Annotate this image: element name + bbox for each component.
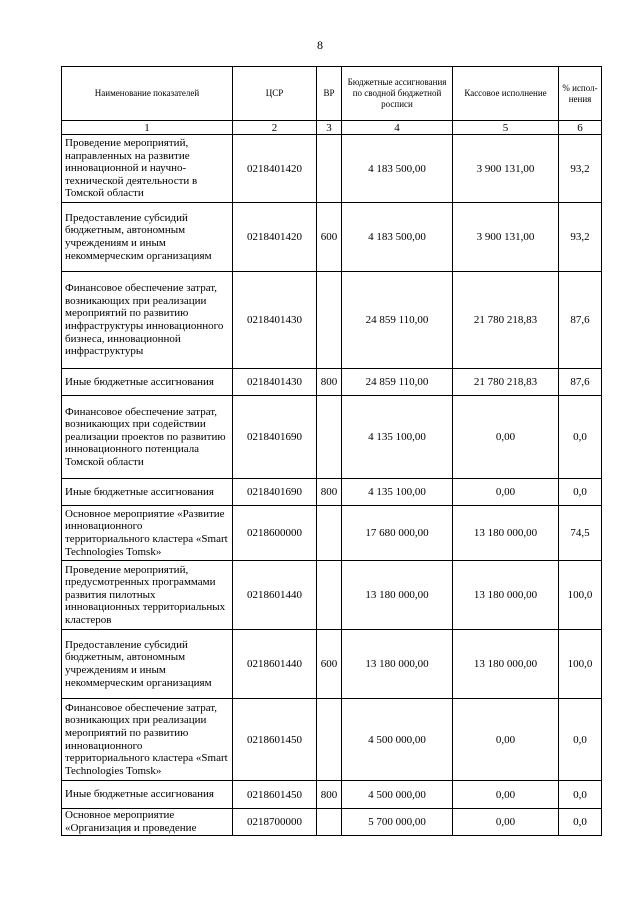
row-csr: 0218401420 <box>233 135 317 203</box>
row-budget: 13 180 000,00 <box>342 630 453 699</box>
row-percent: 87,6 <box>559 272 602 369</box>
row-percent: 100,0 <box>559 630 602 699</box>
col-number: 2 <box>233 121 317 135</box>
table-row <box>62 781 602 809</box>
row-budget: 17 680 000,00 <box>342 506 453 561</box>
row-vr: 800 <box>317 781 342 809</box>
col-number: 6 <box>559 121 602 135</box>
row-vr <box>317 699 342 781</box>
row-executed: 0,00 <box>453 809 559 836</box>
header-name: Наименование показателей <box>62 67 233 121</box>
table-row <box>62 203 602 272</box>
col-number: 1 <box>62 121 233 135</box>
table-row <box>62 135 602 203</box>
row-csr: 0218401690 <box>233 396 317 479</box>
row-vr <box>317 272 342 369</box>
row-csr: 0218401430 <box>233 369 317 396</box>
table-row <box>62 272 602 369</box>
row-vr: 600 <box>317 203 342 272</box>
row-percent: 100,0 <box>559 561 602 630</box>
row-csr: 0218600000 <box>233 506 317 561</box>
row-percent: 0,0 <box>559 699 602 781</box>
column-number-row <box>62 121 602 135</box>
table-row <box>62 479 602 506</box>
row-executed: 21 780 218,83 <box>453 272 559 369</box>
col-number: 4 <box>342 121 453 135</box>
table-row <box>62 561 602 630</box>
header-budget: Бюджетные ассигнования по сводной бюджетной росписи <box>342 67 453 121</box>
row-name: Финансовое обеспечение затрат, возникающих при реализации мероприятий по развитию инновационного территориального кластера «Smart Technologies Tomsk» <box>62 699 233 781</box>
table-row <box>62 630 602 699</box>
row-budget: 4 135 100,00 <box>342 479 453 506</box>
row-name: Предоставление субсидий бюджетным, автономным учреждениям и иным некоммерческим организациям <box>62 203 233 272</box>
budget-execution-table <box>61 66 602 836</box>
row-executed: 0,00 <box>453 781 559 809</box>
header-row <box>62 67 602 121</box>
row-percent: 93,2 <box>559 203 602 272</box>
row-executed: 13 180 000,00 <box>453 506 559 561</box>
row-budget: 4 500 000,00 <box>342 781 453 809</box>
row-executed: 21 780 218,83 <box>453 369 559 396</box>
row-percent: 93,2 <box>559 135 602 203</box>
row-budget: 4 135 100,00 <box>342 396 453 479</box>
table-row <box>62 369 602 396</box>
row-executed: 13 180 000,00 <box>453 630 559 699</box>
row-percent: 74,5 <box>559 506 602 561</box>
table-row <box>62 396 602 479</box>
row-executed: 0,00 <box>453 479 559 506</box>
table-row <box>62 699 602 781</box>
row-csr: 0218601450 <box>233 781 317 809</box>
row-csr: 0218401420 <box>233 203 317 272</box>
row-name: Иные бюджетные ассигнования <box>62 479 233 506</box>
row-executed: 3 900 131,00 <box>453 135 559 203</box>
row-csr: 0218601450 <box>233 699 317 781</box>
row-executed: 0,00 <box>453 699 559 781</box>
col-number: 5 <box>453 121 559 135</box>
row-csr: 0218700000 <box>233 809 317 836</box>
row-name: Основное мероприятие «Организация и проведение <box>62 809 233 836</box>
row-budget: 4 183 500,00 <box>342 135 453 203</box>
row-name: Финансовое обеспечение затрат, возникающих при содействии реализации проектов по развитию инновационного потенциала Томской области <box>62 396 233 479</box>
row-csr: 0218401690 <box>233 479 317 506</box>
row-vr <box>317 506 342 561</box>
header-csr: ЦСР <box>233 67 317 121</box>
row-budget: 4 500 000,00 <box>342 699 453 781</box>
row-name: Финансовое обеспечение затрат, возникающих при реализации мероприятий по развитию инфраструктуры инновационного бизнеса, инновационной инфраструктуры <box>62 272 233 369</box>
page-number: 8 <box>317 38 323 52</box>
header-vr: ВР <box>317 67 342 121</box>
row-executed: 3 900 131,00 <box>453 203 559 272</box>
row-percent: 0,0 <box>559 809 602 836</box>
row-name: Предоставление субсидий бюджетным, автономным учреждениям и иным некоммерческим организациям <box>62 630 233 699</box>
header-percent: % испол-нения <box>559 67 602 121</box>
row-csr: 0218601440 <box>233 630 317 699</box>
table-row <box>62 506 602 561</box>
row-budget: 5 700 000,00 <box>342 809 453 836</box>
row-name: Проведение мероприятий, направленных на развитие инновационной и научно-технической деятельности в Томской области <box>62 135 233 203</box>
row-vr <box>317 135 342 203</box>
row-csr: 0218601440 <box>233 561 317 630</box>
row-executed: 0,00 <box>453 396 559 479</box>
row-csr: 0218401430 <box>233 272 317 369</box>
row-budget: 13 180 000,00 <box>342 561 453 630</box>
row-vr: 800 <box>317 369 342 396</box>
row-name: Основное мероприятие «Развитие инновационного территориального кластера «Smart Technologies Tomsk» <box>62 506 233 561</box>
row-vr <box>317 396 342 479</box>
row-name: Иные бюджетные ассигнования <box>62 369 233 396</box>
row-percent: 0,0 <box>559 781 602 809</box>
header-executed: Кассовое исполнение <box>453 67 559 121</box>
row-name: Иные бюджетные ассигнования <box>62 781 233 809</box>
row-name: Проведение мероприятий, предусмотренных программами развития пилотных инновационных территориальных кластеров <box>62 561 233 630</box>
row-budget: 4 183 500,00 <box>342 203 453 272</box>
row-percent: 0,0 <box>559 396 602 479</box>
col-number: 3 <box>317 121 342 135</box>
row-percent: 0,0 <box>559 479 602 506</box>
row-vr <box>317 809 342 836</box>
row-percent: 87,6 <box>559 369 602 396</box>
row-budget: 24 859 110,00 <box>342 369 453 396</box>
row-executed: 13 180 000,00 <box>453 561 559 630</box>
row-vr: 800 <box>317 479 342 506</box>
row-vr: 600 <box>317 630 342 699</box>
row-vr <box>317 561 342 630</box>
row-budget: 24 859 110,00 <box>342 272 453 369</box>
table-row <box>62 809 602 836</box>
